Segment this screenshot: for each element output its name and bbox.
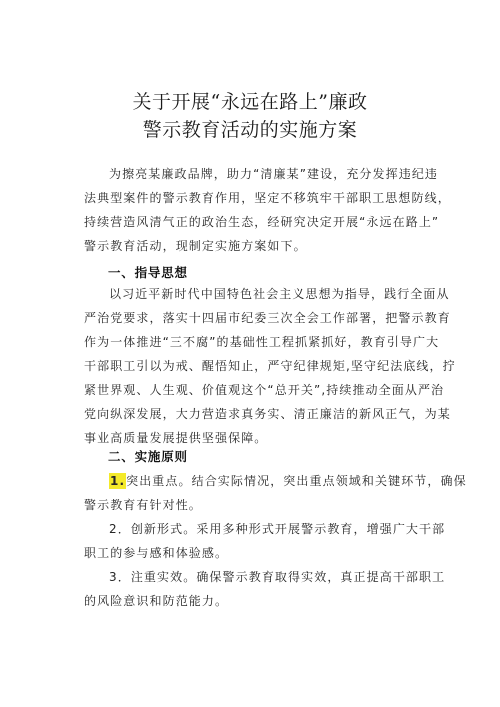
paragraph-line: 党向纵深发展，大力营造求真务实、清正廉洁的新风正气，为某: [84, 407, 451, 421]
section-heading-implementation-principles: 二、实施原则: [108, 449, 188, 464]
paragraph-line: 干部职工引以为戒、醒悟知止，严守纪律规矩,坚守纪法底线，拧: [84, 359, 456, 373]
principle-item-1: [84, 469, 467, 517]
intro-paragraph: [84, 162, 451, 258]
principle-item-3: [84, 565, 446, 613]
principle-item-2: [84, 517, 446, 565]
highlighted-item-number: 1.: [110, 474, 126, 488]
paragraph-line: 严治党要求，落实十四届市纪委三次全会工作部署，把警示教育: [84, 311, 451, 325]
paragraph-line: 作为一体推进“三不腐”的基础性工程抓紧抓好，教育引导广大: [84, 335, 440, 349]
paragraph-line: 紧世界观、人生观、价值观这个“总开关”,持续推动全面从严治: [84, 383, 445, 397]
intro-line: 法典型案件的警示教育作用，坚定不移筑牢干部职工思想防线，: [84, 191, 451, 205]
principle-line: 3．注重实效。确保警示教育取得实效，真正提高干部职工: [109, 570, 446, 584]
principle-line: 的风险意识和防范能力。: [84, 594, 229, 608]
intro-line: 警示教育活动，现制定实施方案如下。: [84, 239, 307, 253]
paragraph-line: 以习近平新时代中国特色社会主义思想为指导，践行全面从: [109, 287, 450, 301]
principle-text: 突出重点。结合实际情况，突出重点领域和关键环节，确保: [126, 474, 467, 488]
intro-line: 持续营造风清气正的政治生态，经研究决定开展“永远在路上”: [84, 215, 440, 229]
guiding-ideology-paragraph: [84, 282, 456, 450]
paragraph-line: 事业高质量发展提供坚强保障。: [84, 431, 268, 445]
intro-line: 为擦亮某廉政品牌，助力“清廉某”建设，充分发挥违纪违: [109, 167, 439, 181]
principle-line: 职工的参与感和体验感。: [84, 546, 229, 560]
principle-line: 警示教育有针对性。: [84, 498, 202, 512]
section-heading-guiding-ideology: 一、指导思想: [108, 265, 188, 280]
document-title-line-1: 关于开展“永远在路上”廉政: [132, 91, 368, 113]
principle-line: 2．创新形式。采用多种形式开展警示教育，增强广大干部: [109, 522, 446, 536]
document-title-line-2: 警示教育活动的实施方案: [142, 119, 358, 141]
principle-line: [84, 469, 467, 493]
